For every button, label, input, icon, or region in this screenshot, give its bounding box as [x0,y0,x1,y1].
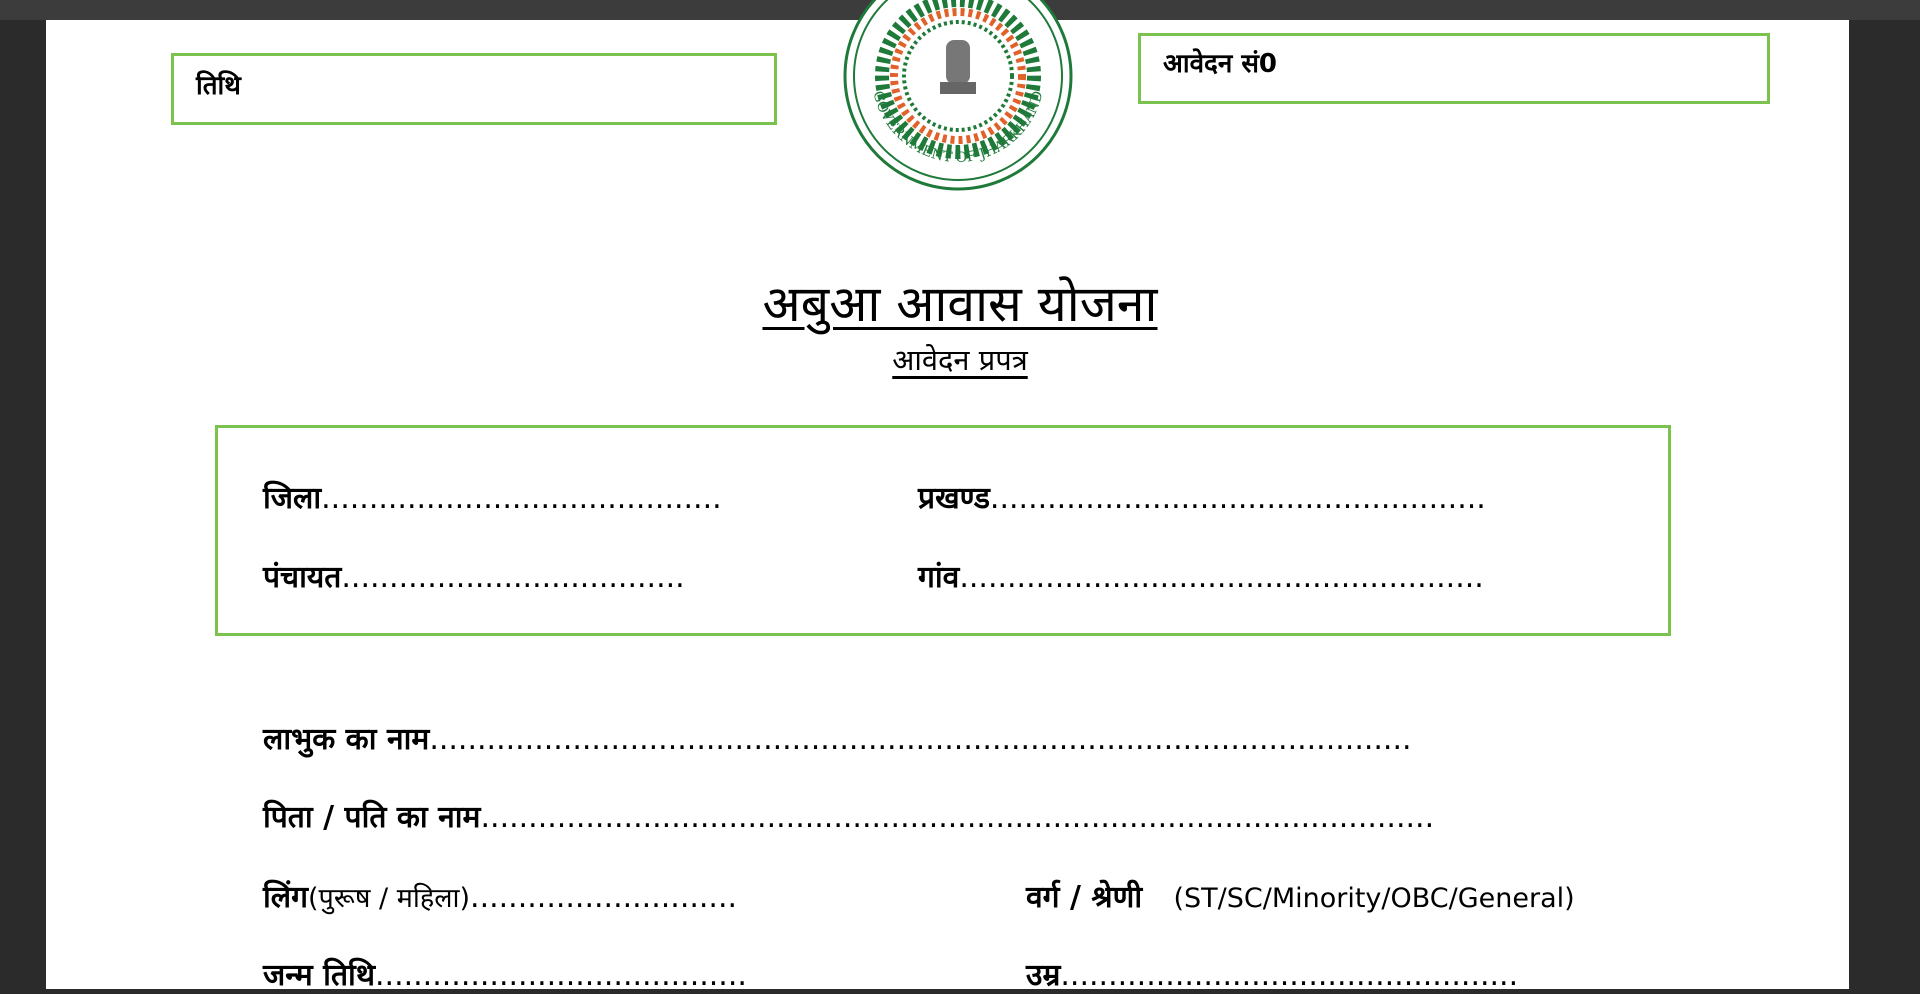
jharkhand-government-seal [842,0,1074,192]
application-number-label: आवेदन सं0 [1163,49,1277,79]
seal-text: GOVERNMENT OF JHARKHAND [869,89,1047,167]
father-husband-name-label: पिता / पति का नाम [263,800,481,835]
block-field[interactable]: प्रखण्ड.................................................... [918,481,1486,516]
dob-field[interactable]: जन्म तिथि....................................... [263,958,747,993]
village-label: गांव [918,560,960,595]
page-title [0,268,1920,336]
gender-field[interactable]: लिंग(पुरूष / महिला)............................ [263,880,738,915]
category-options: (ST/SC/Minority/OBC/General) [1173,883,1575,914]
father-husband-name-field[interactable]: पिता / पति का नाम.................................................................................................... [263,800,1435,835]
page-subtitle [0,340,1920,379]
beneficiary-name-field[interactable]: लाभुक का नाम....................................................................................................... [263,722,1412,757]
panchayat-label: पंचायत [263,560,342,595]
district-label: जिला [263,481,322,516]
location-box [215,425,1671,636]
age-label: उम्र [1026,958,1061,993]
gender-options: (पुरूष / महिला) [308,883,471,914]
application-number-box [1138,33,1770,104]
dob-label: जन्म तिथि [263,958,375,993]
category-field[interactable] [1026,875,1575,916]
panchayat-field[interactable]: पंचायत.................................... [263,560,685,595]
district-field[interactable]: जिला.......................................... [263,481,722,516]
age-field[interactable]: उम्र................................................ [1026,958,1519,993]
category-label: वर्ग / श्रेणी [1026,880,1143,915]
gender-label: लिंग [263,880,308,915]
date-label: तिथि [196,71,241,101]
beneficiary-name-label: लाभुक का नाम [263,722,430,757]
block-label: प्रखण्ड [918,481,990,516]
title-text: अबुआ आवास योजना [762,275,1158,333]
date-box [171,53,777,125]
subtitle-text: आवेदन प्रपत्र [892,343,1028,377]
village-field[interactable]: गांव....................................................... [918,560,1484,595]
